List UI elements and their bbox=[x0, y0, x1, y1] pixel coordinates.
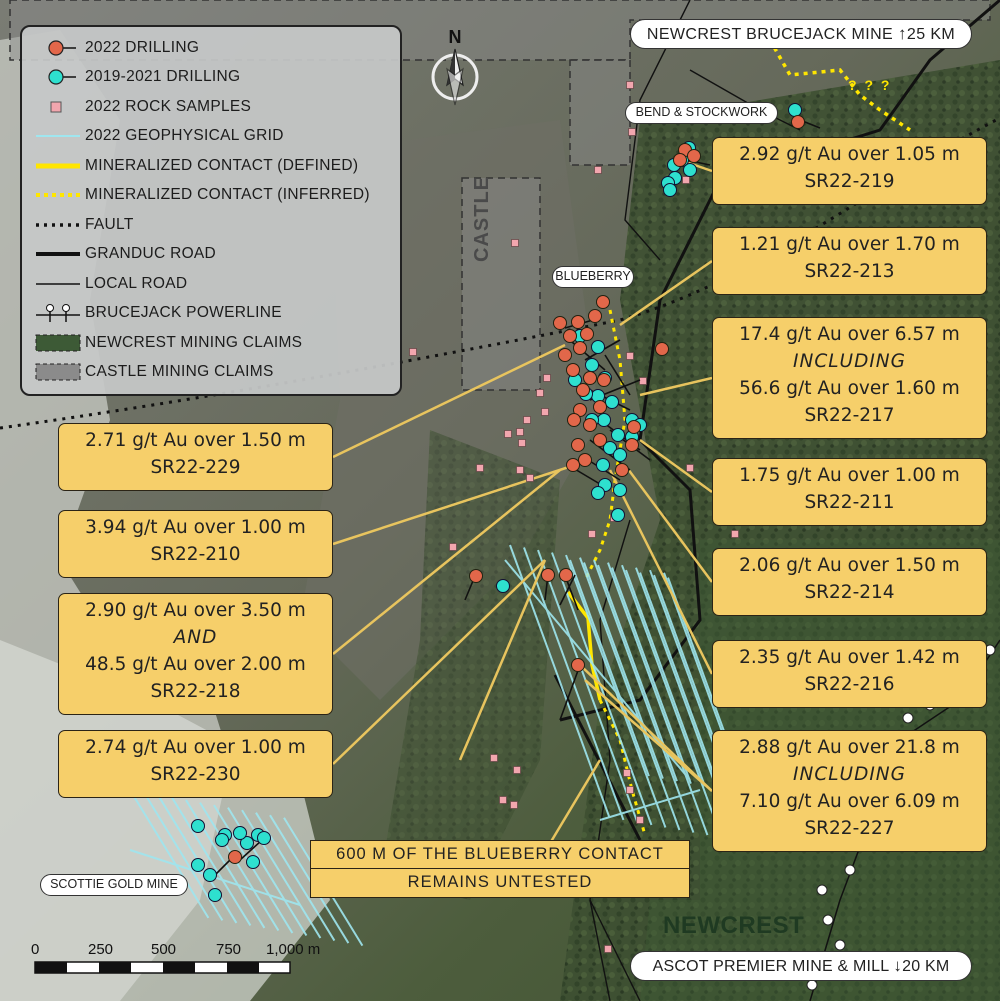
powerline-icon bbox=[32, 302, 84, 324]
powerline-pole-icon bbox=[845, 865, 855, 875]
drill-collar-2022 bbox=[616, 464, 629, 477]
callout-hole: SR22-229 bbox=[150, 457, 241, 478]
callout-sr22-214 bbox=[712, 548, 987, 616]
drill-collar-2019 bbox=[258, 832, 271, 845]
drill-collar-2019 bbox=[598, 414, 611, 427]
castle-claims-icon bbox=[32, 361, 84, 383]
drill-collar-2022 bbox=[688, 150, 701, 163]
callout-hole: SR22-219 bbox=[804, 171, 895, 192]
rock-sample-marker bbox=[544, 375, 551, 382]
rock-sample-marker bbox=[637, 817, 644, 824]
drill-collar-2019 bbox=[789, 104, 802, 117]
callout-sr22-210 bbox=[58, 510, 333, 578]
powerline-pole-icon bbox=[903, 713, 913, 723]
powerline-pole-icon bbox=[807, 980, 817, 990]
drill-collar-2019 bbox=[204, 869, 217, 882]
callout-sr22-217 bbox=[712, 317, 987, 439]
callout-hole: SR22-213 bbox=[804, 261, 895, 282]
drill-collar-2022 bbox=[628, 421, 641, 434]
legend-item-granduc-road bbox=[32, 243, 216, 265]
callout-joiner: INCLUDING bbox=[793, 351, 906, 372]
scottie-gold-label: SCOTTIE GOLD MINE bbox=[40, 874, 188, 896]
brucejack-label bbox=[630, 19, 972, 49]
callout-sr22-213 bbox=[712, 227, 987, 295]
drill-2022-icon bbox=[32, 37, 84, 59]
callout-grade: 2.92 g/t Au over 1.05 m bbox=[739, 144, 960, 165]
drill-collar-2022 bbox=[470, 570, 483, 583]
drill-collar-2019 bbox=[614, 484, 627, 497]
drill-collar-2022 bbox=[589, 310, 602, 323]
legend-label: 2022 DRILLING bbox=[85, 39, 200, 56]
powerline-pole-icon bbox=[817, 885, 827, 895]
callout-sr22-219 bbox=[712, 137, 987, 205]
ascot-text: ASCOT PREMIER MINE & MILL bbox=[652, 958, 889, 975]
castle-label: CASTLE bbox=[471, 176, 493, 262]
granduc-road-icon bbox=[32, 243, 84, 265]
drill-collar-2019 bbox=[614, 449, 627, 462]
drill-collar-2022 bbox=[559, 349, 572, 362]
drill-collar-2019 bbox=[612, 429, 625, 442]
drill-collar-2022 bbox=[554, 317, 567, 330]
callout-grade: 2.74 g/t Au over 1.00 m bbox=[85, 737, 306, 758]
drill-collar-2019 bbox=[192, 820, 205, 833]
newcrest-claims-icon bbox=[32, 332, 84, 354]
callout-hole: SR22-216 bbox=[804, 674, 895, 695]
drill-collar-2022 bbox=[229, 851, 242, 864]
drill-collar-2019 bbox=[586, 359, 599, 372]
question-marks: ? ? ? bbox=[848, 77, 892, 93]
drill-collar-2019 bbox=[247, 856, 260, 869]
rock-sample-marker bbox=[627, 787, 634, 794]
drill-collar-2022 bbox=[584, 372, 597, 385]
callout-grade: 3.94 g/t Au over 1.00 m bbox=[85, 517, 306, 538]
legend-item-contact-inferred bbox=[32, 184, 370, 206]
callout-grade: 1.75 g/t Au over 1.00 m bbox=[739, 465, 960, 486]
map-legend bbox=[20, 25, 402, 396]
contact-defined-icon bbox=[32, 155, 84, 177]
blueberry-label: BLUEBERRY bbox=[552, 266, 634, 288]
callout-grade: 2.88 g/t Au over 21.8 m bbox=[739, 737, 960, 758]
callout-hole: SR22-214 bbox=[804, 582, 895, 603]
drill-collar-2022 bbox=[572, 439, 585, 452]
untested-banner-line2: REMAINS UNTESTED bbox=[310, 869, 690, 898]
callout-sr22-230 bbox=[58, 730, 333, 798]
callout-hole: SR22-218 bbox=[150, 681, 241, 702]
rock-sample-marker bbox=[629, 129, 636, 136]
callout-joiner: INCLUDING bbox=[793, 764, 906, 785]
drill-collar-2022 bbox=[584, 419, 597, 432]
drill-collar-2022 bbox=[594, 401, 607, 414]
rock-sample-marker bbox=[627, 353, 634, 360]
callout-sr22-227 bbox=[712, 730, 987, 852]
callout-sr22-218 bbox=[58, 593, 333, 715]
rock-sample-marker bbox=[595, 167, 602, 174]
callout-grade-secondary: 7.10 g/t Au over 6.09 m bbox=[739, 791, 960, 812]
legend-item-rock-samples bbox=[32, 96, 251, 118]
callout-hole: SR22-217 bbox=[804, 405, 895, 426]
rock-sample-marker bbox=[450, 544, 457, 551]
rock-sample-marker bbox=[605, 946, 612, 953]
drill-collar-2022 bbox=[577, 384, 590, 397]
legend-item-fault bbox=[32, 214, 134, 236]
drill-collar-2019 bbox=[606, 396, 619, 409]
rock-sample-marker bbox=[732, 531, 739, 538]
drill-collar-2022 bbox=[572, 316, 585, 329]
bend-stockwork-label: BEND & STOCKWORK bbox=[625, 102, 778, 124]
callout-grade: 2.90 g/t Au over 3.50 m bbox=[85, 600, 306, 621]
drill-collar-2022 bbox=[792, 116, 805, 129]
rock-sample-marker bbox=[683, 177, 690, 184]
legend-item-powerline bbox=[32, 302, 282, 324]
legend-label: GRANDUC ROAD bbox=[85, 245, 217, 262]
newcrest-label: NEWCREST bbox=[663, 912, 805, 939]
callout-hole: SR22-230 bbox=[150, 764, 241, 785]
north-label: N bbox=[448, 27, 462, 47]
callout-grade: 17.4 g/t Au over 6.57 m bbox=[739, 324, 960, 345]
scale-tick-0: 0 bbox=[31, 941, 40, 958]
legend-item-geo-grid bbox=[32, 125, 284, 147]
legend-item-newcrest-claims bbox=[32, 332, 302, 354]
scale-tick-500: 500 bbox=[151, 941, 177, 958]
powerline-pole-icon bbox=[835, 940, 845, 950]
callout-hole: SR22-210 bbox=[150, 544, 241, 565]
callout-grade: 2.35 g/t Au over 1.42 m bbox=[739, 647, 960, 668]
arrow-down-icon: ↓ bbox=[893, 956, 903, 975]
legend-item-local-road bbox=[32, 273, 187, 295]
drill-collar-2019 bbox=[192, 859, 205, 872]
rock-sample-marker bbox=[410, 349, 417, 356]
rock-sample-marker bbox=[517, 467, 524, 474]
rock-sample-marker bbox=[624, 770, 631, 777]
rock-sample-marker bbox=[512, 240, 519, 247]
drill-collar-2019 bbox=[209, 889, 222, 902]
rock-sample-marker bbox=[500, 797, 507, 804]
legend-label: NEWCREST MINING CLAIMS bbox=[85, 334, 303, 351]
drill-collar-2019 bbox=[497, 580, 510, 593]
legend-item-drill-2022 bbox=[32, 37, 199, 59]
rock-sample-marker bbox=[511, 802, 518, 809]
arrow-up-icon: ↑ bbox=[897, 24, 907, 43]
legend-label: 2022 ROCK SAMPLES bbox=[85, 98, 252, 115]
geo-grid-icon bbox=[32, 125, 84, 147]
callout-sr22-216 bbox=[712, 640, 987, 708]
rock-sample-marker bbox=[589, 531, 596, 538]
drill-collar-2019 bbox=[597, 459, 610, 472]
drill-collar-2019 bbox=[664, 184, 677, 197]
drill-collar-2019 bbox=[234, 827, 247, 840]
powerline-pole-icon bbox=[823, 915, 833, 925]
rock-sample-marker bbox=[491, 755, 498, 762]
drill-collar-2022 bbox=[567, 364, 580, 377]
brucejack-distance: 25 KM bbox=[906, 26, 956, 43]
drill-collar-2022 bbox=[572, 659, 585, 672]
ascot-distance: 20 KM bbox=[902, 958, 950, 975]
drill-collar-2022 bbox=[568, 414, 581, 427]
legend-label: MINERALIZED CONTACT (INFERRED) bbox=[85, 186, 370, 203]
drill-2019-icon bbox=[32, 66, 84, 88]
drill-collar-2022 bbox=[598, 374, 611, 387]
drill-collar-2019 bbox=[592, 487, 605, 500]
callout-hole: SR22-227 bbox=[804, 818, 895, 839]
drill-collar-2022 bbox=[656, 343, 669, 356]
legend-label: 2019-2021 DRILLING bbox=[85, 68, 241, 85]
callout-sr22-211 bbox=[712, 458, 987, 526]
callout-grade: 1.21 g/t Au over 1.70 m bbox=[739, 234, 960, 255]
rock-sample-marker bbox=[640, 378, 647, 385]
callout-grade: 2.06 g/t Au over 1.50 m bbox=[739, 555, 960, 576]
rock-sample-marker bbox=[477, 465, 484, 472]
legend-label: FAULT bbox=[85, 216, 134, 233]
legend-label: BRUCEJACK POWERLINE bbox=[85, 304, 282, 321]
scale-tick-750: 750 bbox=[216, 941, 242, 958]
callout-sr22-229 bbox=[58, 423, 333, 491]
rock-sample-icon bbox=[32, 96, 84, 118]
drill-collar-2022 bbox=[597, 296, 610, 309]
local-road-icon bbox=[32, 273, 84, 295]
drill-collar-2019 bbox=[612, 509, 625, 522]
rock-sample-marker bbox=[524, 417, 531, 424]
drill-collar-2022 bbox=[674, 154, 687, 167]
rock-sample-marker bbox=[514, 767, 521, 774]
contact-inferred-icon bbox=[32, 184, 84, 206]
rock-sample-marker bbox=[542, 409, 549, 416]
drill-collar-2022 bbox=[564, 330, 577, 343]
fault-icon bbox=[32, 214, 84, 236]
rock-sample-marker bbox=[687, 465, 694, 472]
ascot-label bbox=[630, 951, 972, 981]
drill-collar-2022 bbox=[579, 454, 592, 467]
drill-collar-2022 bbox=[542, 569, 555, 582]
rock-sample-marker bbox=[519, 440, 526, 447]
drill-collar-2022 bbox=[581, 328, 594, 341]
rock-sample-marker bbox=[505, 431, 512, 438]
callout-joiner: AND bbox=[173, 627, 218, 648]
rock-sample-marker bbox=[527, 475, 534, 482]
legend-item-castle-claims bbox=[32, 361, 274, 383]
scale-tick-1000: 1,000 m bbox=[266, 941, 321, 958]
drill-collar-2022 bbox=[594, 434, 607, 447]
legend-item-contact-defined bbox=[32, 155, 358, 177]
callout-grade: 2.71 g/t Au over 1.50 m bbox=[85, 430, 306, 451]
rock-sample-marker bbox=[627, 82, 634, 89]
drill-collar-2022 bbox=[626, 439, 639, 452]
drill-collar-2019 bbox=[592, 341, 605, 354]
drill-collar-2022 bbox=[574, 342, 587, 355]
drill-collar-2019 bbox=[216, 834, 229, 847]
legend-label: CASTLE MINING CLAIMS bbox=[85, 363, 274, 380]
drill-collar-2022 bbox=[560, 569, 573, 582]
drill-collar-2022 bbox=[567, 459, 580, 472]
brucejack-text: NEWCREST BRUCEJACK MINE bbox=[646, 26, 894, 43]
callout-grade-secondary: 56.6 g/t Au over 1.60 m bbox=[739, 378, 960, 399]
legend-label: 2022 GEOPHYSICAL GRID bbox=[85, 127, 284, 144]
scale-bar bbox=[35, 962, 290, 973]
untested-banner-line1: 600 M OF THE BLUEBERRY CONTACT bbox=[310, 840, 690, 869]
callout-grade-secondary: 48.5 g/t Au over 2.00 m bbox=[85, 654, 306, 675]
legend-label: LOCAL ROAD bbox=[85, 275, 188, 292]
rock-sample-marker bbox=[537, 390, 544, 397]
legend-item-drill-2019 bbox=[32, 66, 240, 88]
rock-sample-marker bbox=[517, 429, 524, 436]
legend-label: MINERALIZED CONTACT (DEFINED) bbox=[85, 157, 359, 174]
scale-tick-250: 250 bbox=[88, 941, 114, 958]
callout-hole: SR22-211 bbox=[804, 492, 895, 513]
